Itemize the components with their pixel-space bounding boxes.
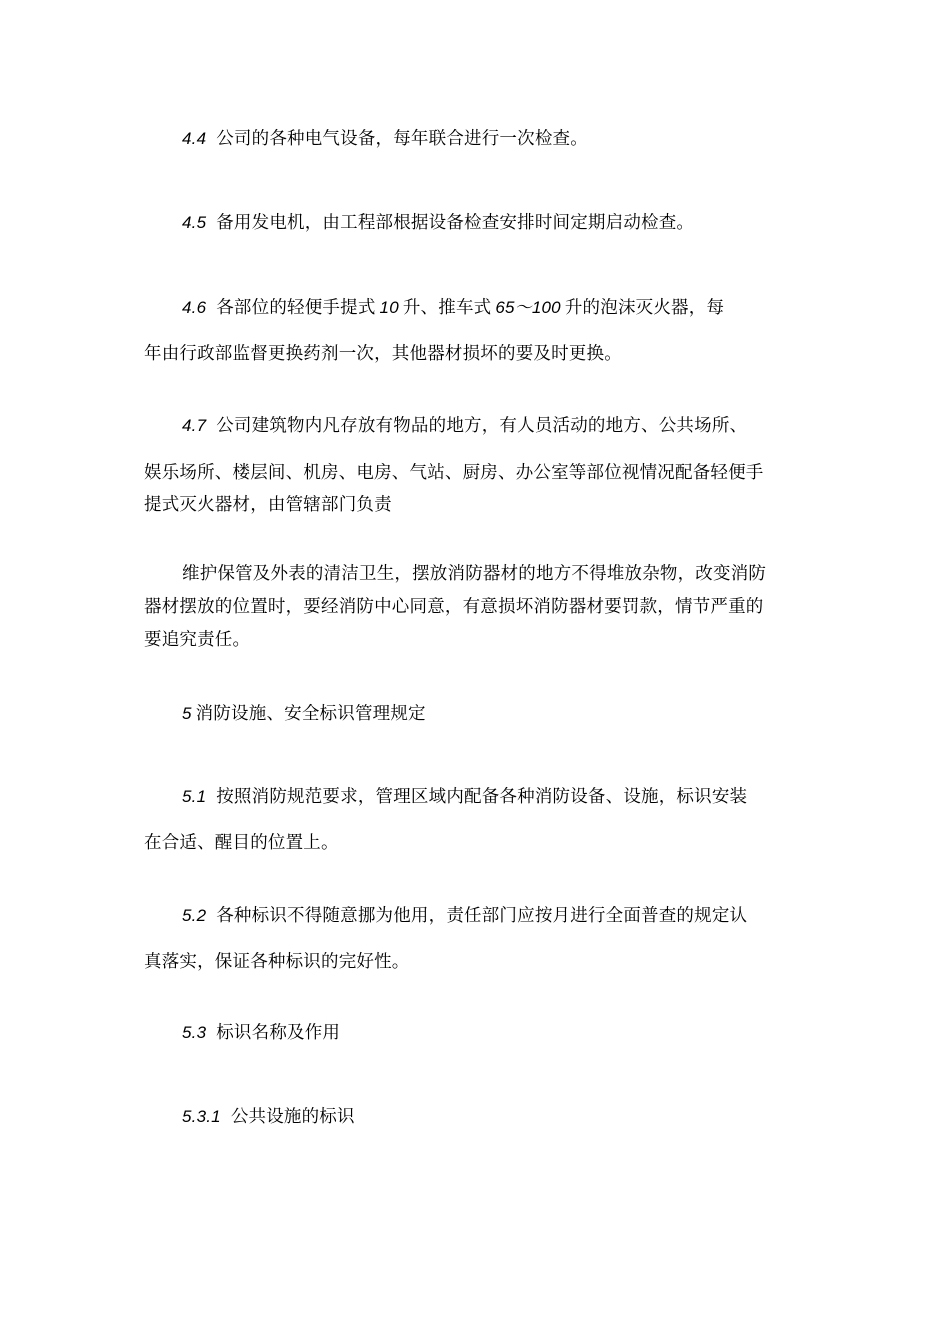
section-5-heading — [182, 703, 814, 725]
section-number: 5.1 — [182, 787, 207, 806]
paragraph-text: 公共设施的标识 — [230, 1107, 355, 1127]
paragraph-line: 器材摆放的位置时，要经消防中心同意，有意损坏消防器材要罚款，情节严重的 — [144, 597, 764, 617]
section-number: 5.2 — [182, 906, 207, 925]
paragraph-text: 备用发电机，由工程部根据设备检查安排时间定期启动检查。 — [216, 213, 695, 233]
paragraph-text: 按照消防规范要求，管理区域内配备各种消防设备、设施，标识安装 — [216, 787, 748, 807]
paragraph-text: 升、推车式 — [402, 298, 492, 318]
paragraph-5-2 — [182, 905, 814, 927]
section-number: 4.5 — [182, 213, 207, 232]
paragraph-4-6 — [182, 297, 814, 319]
section-number: 4.7 — [182, 416, 207, 435]
paragraph-line: 年由行政部监督更换药剂一次，其他器材损坏的要及时更换。 — [144, 344, 622, 364]
paragraph-text: 公司建筑物内凡存放有物品的地方，有人员活动的地方、公共场所、 — [216, 416, 748, 436]
paragraph-text: 公司的各种电气设备，每年联合进行一次检查。 — [216, 129, 588, 149]
paragraph-text: 升的泡沫灭火器，每 — [564, 298, 725, 318]
paragraph-line: 维护保管及外表的清洁卫生，摆放消防器材的地方不得堆放杂物，改变消防 — [182, 564, 767, 584]
paragraph-text: 消防设施、安全标识管理规定 — [195, 704, 426, 724]
paragraph-4-4 — [182, 128, 814, 150]
paragraph-5-1 — [182, 786, 814, 808]
paragraph-5-3-1 — [182, 1106, 814, 1128]
paragraph-line: 在合适、醒目的位置上。 — [144, 833, 339, 853]
paragraph-4-5 — [182, 212, 814, 234]
paragraph-line: 娱乐场所、楼层间、机房、电房、气站、厨房、办公室等部位视情况配备轻便手 — [144, 463, 764, 483]
paragraph-text: 各种标识不得随意挪为他用，责任部门应按月进行全面普查的规定认 — [216, 906, 748, 926]
paragraph-text: 标识名称及作用 — [216, 1023, 341, 1043]
paragraph-5-3 — [182, 1022, 814, 1044]
section-number: 5 — [182, 704, 192, 723]
section-number: 5.3 — [182, 1023, 207, 1042]
paragraph-line: 真落实，保证各种标识的完好性。 — [144, 952, 410, 972]
section-number: 5.3.1 — [182, 1107, 221, 1126]
paragraph-text: 各部位的轻便手提式 — [216, 298, 376, 318]
section-number: 4.6 — [182, 298, 207, 317]
paragraph-line: 要追究责任。 — [144, 630, 251, 650]
paragraph-line: 提式灭火器材，由管辖部门负责 — [144, 495, 392, 515]
section-number: 4.4 — [182, 129, 207, 148]
paragraph-4-7 — [182, 415, 814, 437]
inline-number: 65～100 — [495, 298, 561, 317]
inline-number: 10 — [379, 298, 399, 317]
